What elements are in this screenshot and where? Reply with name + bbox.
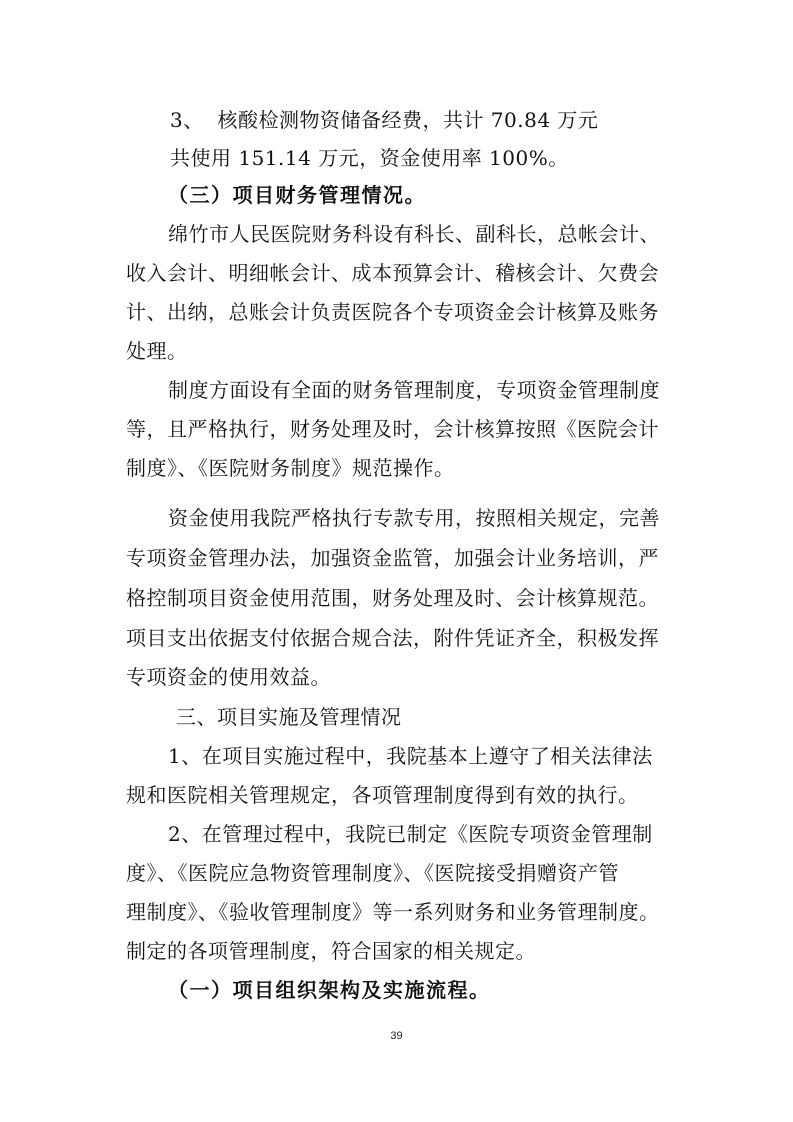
paragraph-line: 等，且严格执行，财务处理及时，会计核算按照《医院会计 — [126, 417, 659, 441]
paragraph-line: 共使用 151.14 万元，资金使用率 100%。 — [170, 146, 569, 170]
paragraph-line: 制度方面设有全面的财务管理制度，专项资金管理制度 — [168, 378, 660, 402]
paragraph-line: 理制度》、《验收管理制度》等一系列财务和业务管理制度。 — [126, 900, 660, 924]
paragraph-line: 资金使用我院严格执行专款专用，按照相关规定，完善 — [168, 506, 660, 530]
paragraph-line: 项目支出依据支付依据合规合法，附件凭证齐全，积极发挥 — [126, 626, 659, 650]
paragraph-line: 专项资金管理办法，加强资金监管，加强会计业务培训，严 — [126, 546, 659, 570]
page-number: 39 — [390, 1030, 403, 1042]
paragraph-line: 度》、《医院应急物资管理制度》、《医院接受捐赠资产管 — [126, 861, 619, 885]
paragraph-line: 收入会计、明细帐会计、成本预算会计、稽核会计、欠费会 — [126, 261, 659, 285]
paragraph-line: 制定的各项管理制度，符合国家的相关规定。 — [126, 939, 536, 963]
paragraph-line: 绵竹市人民医院财务科设有科长、副科长，总帐会计、 — [168, 222, 660, 246]
paragraph-line: 计、出纳，总账会计负责医院各个专项资金会计核算及账务 — [126, 300, 659, 324]
section-heading: （一）项目组织架构及实施流程。 — [168, 978, 491, 1002]
section-heading: （三）项目财务管理情况。 — [168, 183, 426, 207]
paragraph-line: 3、 核酸检测物资储备经费，共计 70.84 万元 — [170, 108, 599, 132]
section-heading: 三、项目实施及管理情况 — [176, 705, 402, 729]
paragraph-line: 规和医院相关管理规定，各项管理制度得到有效的执行。 — [126, 783, 639, 807]
paragraph-line: 格控制项目资金使用范围，财务处理及时、会计核算规范。 — [126, 586, 659, 610]
paragraph-line: 专项资金的使用效益。 — [126, 665, 331, 689]
paragraph-line: 制度》、《医院财务制度》规范操作。 — [126, 456, 455, 480]
paragraph-line: 2、在管理过程中，我院已制定《医院专项资金管理制 — [168, 822, 653, 846]
paragraph-line: 处理。 — [126, 339, 188, 363]
paragraph-line: 1、在项目实施过程中，我院基本上遵守了相关法律法 — [168, 744, 653, 768]
